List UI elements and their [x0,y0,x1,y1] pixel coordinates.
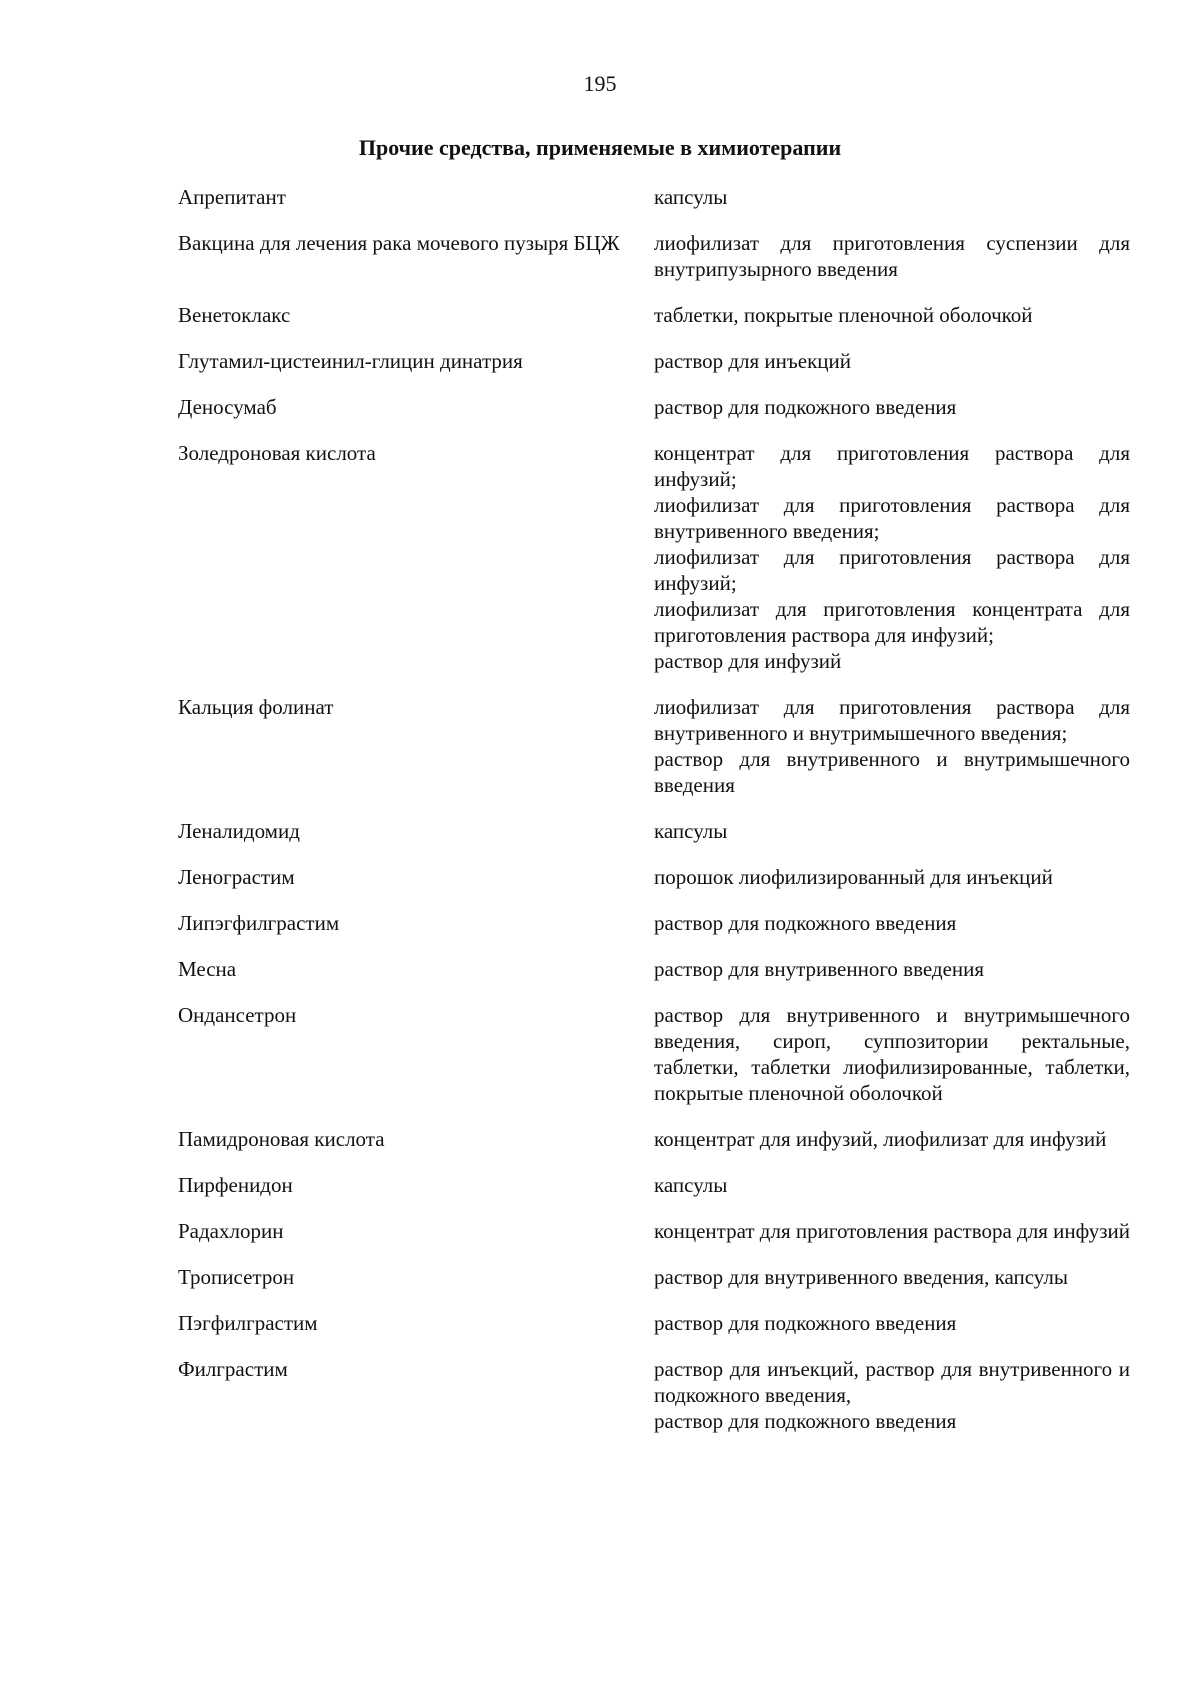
dosage-forms [654,440,1130,674]
drug-name: Липэгфилграстим [178,911,340,935]
dosage-form-item: раствор для внутривенного введения, капсулы [654,1265,1068,1289]
drug-entry [178,864,1130,890]
dosage-form-item: лиофилизат для приготовления раствора для внутривенного введения; [654,493,1130,543]
drug-name: Трописетрон [178,1265,295,1289]
page-number: 195 [583,71,617,96]
dosage-forms [654,1356,1130,1434]
drug-name: Вакцина для лечения рака мочевого пузыря БЦЖ [178,231,620,255]
dosage-form-item: раствор для инъекций [654,349,851,373]
drug-name: Ондансетрон [178,1003,297,1027]
dosage-form-item: капсулы [654,819,728,843]
drug-name: Кальция фолинат [178,695,334,719]
dosage-form-item: раствор для подкожного введения [654,1409,957,1433]
dosage-forms [654,956,1130,982]
drug-entry [178,1172,1130,1198]
drug-entry [178,818,1130,844]
dosage-form-item: лиофилизат для приготовления концентрата для приготовления раствора для инфузий; [654,597,1130,647]
drug-entry [178,230,1130,282]
dosage-form-item: лиофилизат для приготовления раствора для внутривенного и внутримышечного введения; [654,695,1130,745]
drug-entry [178,694,1130,798]
dosage-form-item: раствор для подкожного введения [654,1311,957,1335]
drug-entry [178,1264,1130,1290]
drug-list [178,184,1130,1454]
dosage-form-item: концентрат для инфузий, лиофилизат для инфузий [654,1127,1107,1151]
dosage-forms [654,1002,1130,1106]
dosage-forms [654,910,1130,936]
drug-name: Радахлорин [178,1219,284,1243]
drug-entry [178,1126,1130,1152]
drug-name: Золедроновая кислота [178,441,376,465]
dosage-form-item: раствор для подкожного введения [654,911,957,935]
drug-entry [178,956,1130,982]
dosage-forms [654,394,1130,420]
dosage-forms [654,818,1130,844]
dosage-form-item: лиофилизат для приготовления раствора для инфузий; [654,545,1130,595]
dosage-form-item: порошок лиофилизированный для инъекций [654,865,1053,889]
drug-name: Деносумаб [178,395,277,419]
dosage-forms [654,184,1130,210]
drug-name: Ленограстим [178,865,295,889]
dosage-form-item: раствор для инъекций, раствор для внутривенного и подкожного введения, [654,1357,1130,1407]
dosage-forms [654,864,1130,890]
dosage-forms [654,230,1130,282]
drug-name: Леналидомид [178,819,300,843]
dosage-forms [654,302,1130,328]
drug-name: Пэгфилграстим [178,1311,318,1335]
drug-entry [178,184,1130,210]
dosage-forms [654,1126,1130,1152]
drug-name: Венетоклакс [178,303,291,327]
dosage-form-item: капсулы [654,1173,728,1197]
dosage-form-item: таблетки, покрытые пленочной оболочкой [654,303,1033,327]
drug-entry [178,1002,1130,1106]
dosage-forms [654,1310,1130,1336]
drug-name: Апрепитант [178,185,286,209]
dosage-form-item: концентрат для приготовления раствора для инфузий [654,1219,1130,1243]
drug-name: Филграстим [178,1357,288,1381]
dosage-forms [654,694,1130,798]
dosage-forms [654,1264,1130,1290]
drug-entry [178,440,1130,674]
drug-entry [178,302,1130,328]
dosage-form-item: раствор для подкожного введения [654,395,957,419]
drug-entry [178,1356,1130,1434]
dosage-form-item: раствор для внутривенного и внутримышечного введения, сироп, суппозитории ректальные, таблетки, таблетки лиофилизированные, таблетки, покрытые пленочной оболочкой [654,1003,1130,1105]
drug-entry [178,1310,1130,1336]
drug-name: Глутамил-цистеинил-глицин динатрия [178,349,523,373]
drug-entry [178,1218,1130,1244]
drug-entry [178,394,1130,420]
dosage-form-item: раствор для внутривенного введения [654,957,985,981]
dosage-forms [654,1218,1130,1244]
drug-entry [178,348,1130,374]
drug-entry [178,910,1130,936]
dosage-forms [654,1172,1130,1198]
drug-name: Памидроновая кислота [178,1127,385,1151]
drug-name: Пирфенидон [178,1173,293,1197]
dosage-form-item: капсулы [654,185,728,209]
dosage-form-item: концентрат для приготовления раствора для инфузий; [654,441,1130,491]
dosage-form-item: раствор для инфузий [654,649,842,673]
drug-name: Месна [178,957,237,981]
section-title: Прочие средства, применяемые в химиотерапии [358,135,842,160]
dosage-forms [654,348,1130,374]
dosage-form-item: раствор для внутривенного и внутримышечного введения [654,747,1130,797]
dosage-form-item: лиофилизат для приготовления суспензии для внутрипузырного введения [654,231,1130,281]
